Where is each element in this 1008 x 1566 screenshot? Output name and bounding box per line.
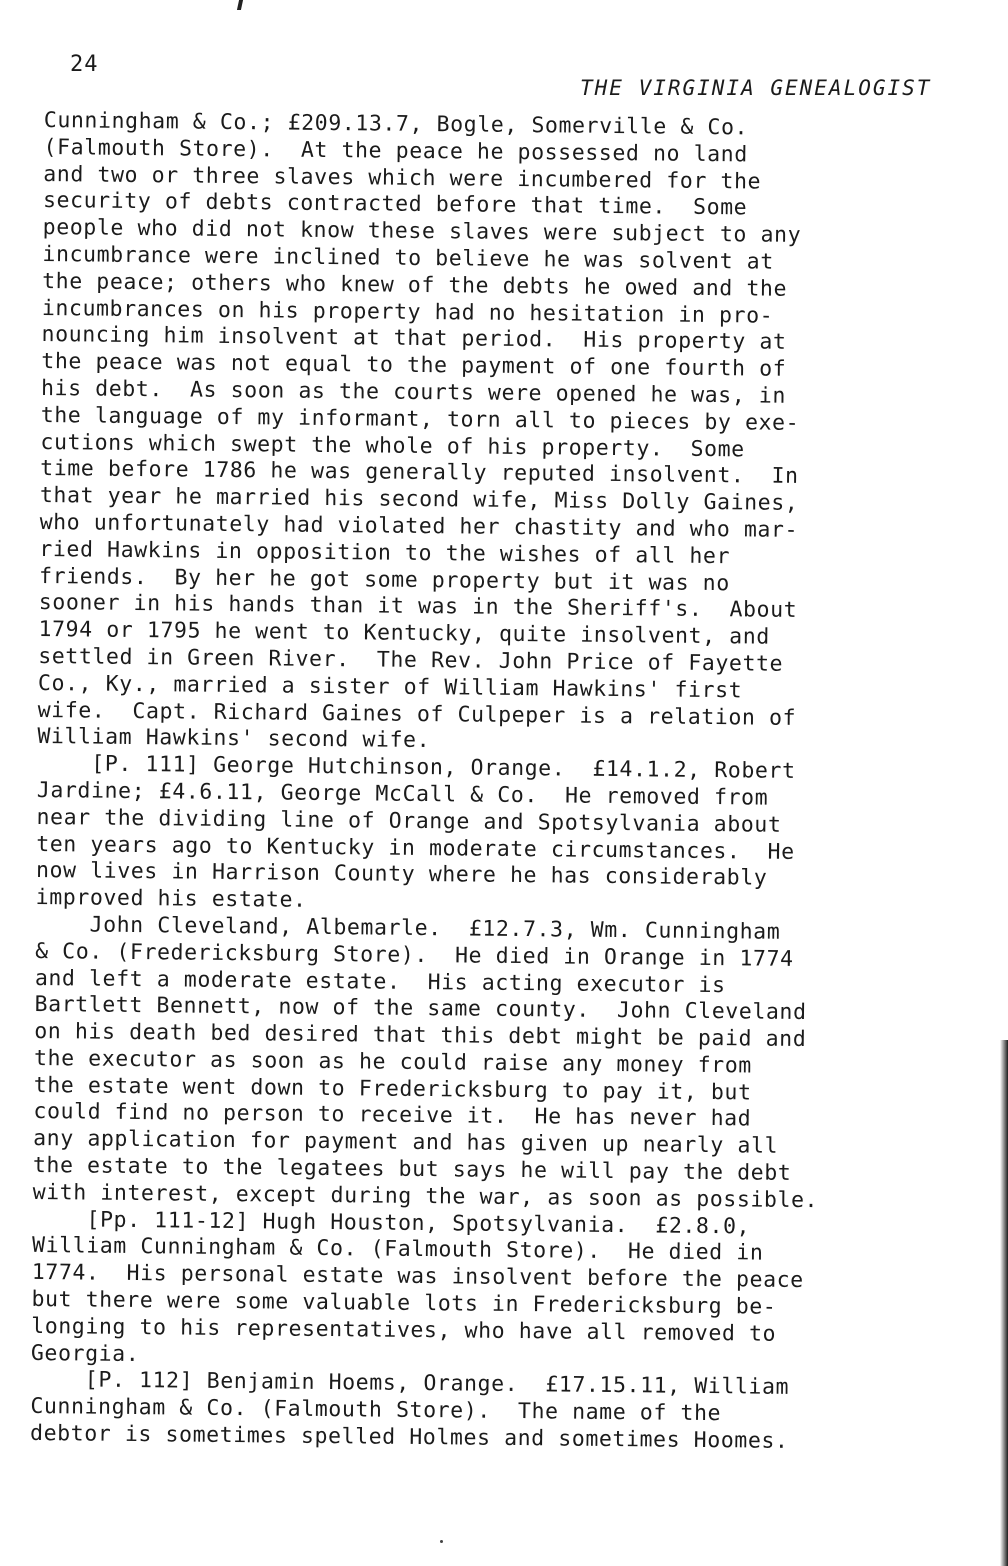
text-line: Cunningham & Co.; £209.13.7, Bogle, Somerville & Co. — [43, 108, 749, 141]
text-line: William Hawkins' second wife. — [37, 724, 431, 754]
text-line: sooner in his hands than it was in the Sheriff's. About — [38, 590, 798, 624]
text-line: nouncing him insolvent at that period. His property at — [41, 322, 787, 356]
text-line: now lives in Harrison County where he has considerably — [35, 858, 768, 891]
text-line: Georgia. — [30, 1340, 140, 1367]
text-line: Bartlett Bennett, now of the same county. John Cleveland — [34, 992, 807, 1026]
text-line: (Falmouth Store). At the peace he possessed no land — [43, 134, 748, 168]
text-line: but there were some valuable lots in Fredericksburg be- — [31, 1286, 777, 1320]
scan-mark — [237, 0, 243, 10]
text-line: on his death bed desired that this debt might be paid and — [34, 1019, 807, 1053]
text-line: 1794 or 1795 he went to Kentucky, quite insolvent, and — [38, 617, 771, 650]
text-line: [P. 111] George Hutchinson, Orange. £14.1.2, Robert — [37, 751, 796, 785]
text-line: settled in Green River. The Rev. John Price of Fayette — [38, 643, 784, 677]
text-line: any application for payment and has given up nearly all — [33, 1126, 779, 1160]
text-line: the peace was not equal to the payment of one fourth of — [41, 349, 787, 382]
text-line: [P. 112] Benjamin Hoems, Orange. £17.15.11, William — [30, 1367, 790, 1401]
text-line: ried Hawkins in opposition to the wishes of all her — [39, 536, 731, 569]
body-text — [30, 108, 994, 1458]
text-line: debtor is sometimes spelled Holmes and sometimes Hoomes. — [29, 1420, 789, 1454]
text-line: his debt. As soon as the courts were opened he was, in — [40, 375, 787, 409]
text-line: incumbrance were inclined to believe he was solvent at — [42, 241, 774, 275]
text-line: near the dividing line of Orange and Spotsylvania about — [36, 804, 782, 838]
text-line: longing to his representatives, who have all removed to — [31, 1313, 777, 1347]
text-line: 1774. His personal estate was insolvent before the peace — [31, 1260, 804, 1294]
text-line: improved his estate. — [35, 885, 307, 913]
scan-speck — [440, 1540, 443, 1543]
text-line: Cunningham & Co. (Falmouth Store). The name of the — [30, 1394, 722, 1427]
text-line: the language of my informant, torn all to pieces by exe- — [40, 402, 800, 436]
text-line: Co., Ky., married a sister of William Hawkins' first — [37, 670, 743, 704]
text-line: incumbrances on his property had no hesitation in pro- — [41, 295, 774, 329]
scan-edge-shadow — [1000, 1040, 1008, 1566]
text-line: ten years ago to Kentucky in moderate circumstances. He — [36, 831, 795, 865]
text-line: the peace; others who knew of the debts he owed and the — [42, 268, 788, 302]
text-line: and two or three slaves which were incumbered for the — [43, 161, 762, 195]
text-line: people who did not know these slaves were subject to any — [42, 215, 802, 249]
text-line: & Co. (Fredericksburg Store). He died in Orange in 1774 — [35, 938, 794, 972]
text-line: who unfortunately had violated her chastity and who mar- — [39, 509, 799, 543]
text-line: the executor as soon as he could raise any money from — [33, 1045, 752, 1079]
text-line: wife. Capt. Richard Gaines of Culpeper is a relation of — [37, 697, 797, 731]
text-line: and left a moderate estate. His acting executor is — [34, 965, 726, 998]
running-head: THE VIRGINIA GENEALOGIST — [580, 76, 932, 100]
text-line: Jardine; £4.6.11, George McCall & Co. He removed from — [36, 777, 769, 811]
text-line: [Pp. 111-12] Hugh Houston, Spotsylvania. £2.8.0, — [32, 1206, 751, 1240]
text-line: with interest, except during the war, as soon as possible. — [32, 1179, 819, 1214]
text-line: security of debts contracted before that time. Some — [42, 188, 748, 221]
text-line: William Cunningham & Co. (Falmouth Store). He died in — [31, 1233, 764, 1267]
text-line: John Cleveland, Albemarle. £12.7.3, Wm. Cunningham — [35, 911, 781, 945]
text-line: the estate went down to Fredericksburg to pay it, but — [33, 1072, 752, 1106]
text-line: that year he married his second wife, Miss Dolly Gaines, — [39, 483, 799, 517]
text-line: cutions which swept the whole of his property. Some — [40, 429, 745, 462]
text-line: time before 1786 he was generally reputed insolvent. In — [40, 456, 799, 490]
text-line: friends. By her he got some property but it was no — [38, 563, 730, 596]
text-line: the estate to the legatees but says he will pay the debt — [32, 1153, 792, 1186]
page-number: 24 — [70, 52, 99, 77]
text-line: could find no person to receive it. He has never had — [33, 1099, 752, 1132]
